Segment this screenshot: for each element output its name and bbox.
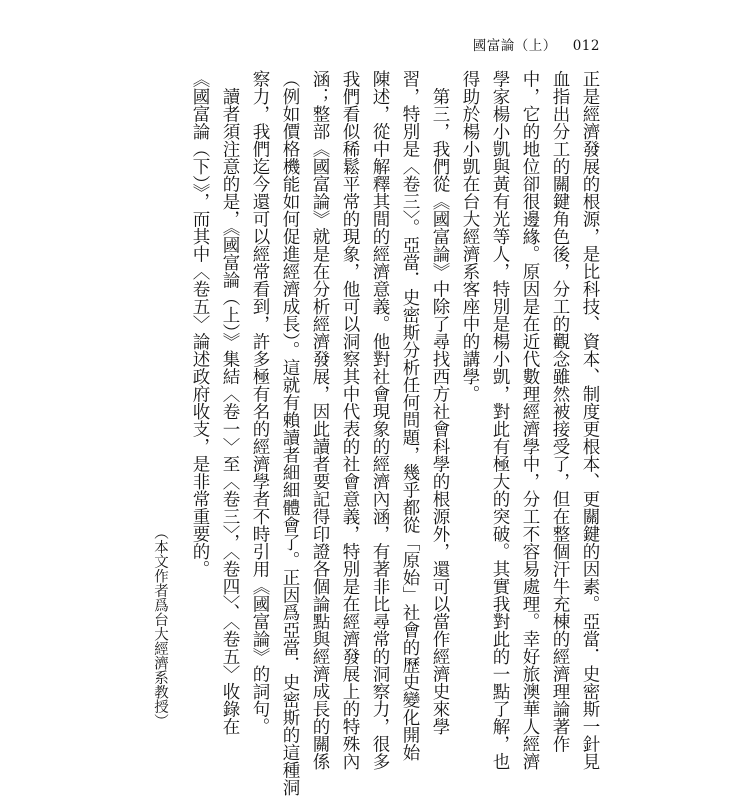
text-column: 涵；整部《國富論》就是在分析經濟發展，因此讀者要記得印證各個論點與經濟成長的關係 (310, 70, 330, 770)
author-attribution: （本文作者爲台大經濟系教授） (152, 525, 168, 728)
text-column: 習，特別是〈卷三〉。亞當．史密斯分析任何問題，幾乎都從「原始」社會的歷史變化開始 (400, 70, 420, 762)
page-header (250, 34, 600, 54)
page-number: 012 (572, 38, 600, 54)
text-column: 我們看似稀鬆平常的現象，他可以洞察其中代表的社會意義，特別是在經濟發展上的特殊內 (340, 70, 360, 770)
text-column: 學家楊小凱與黃有光等人，特別是楊小凱，對此有極大的突破。其實我對此的一點了解，也 (490, 70, 510, 770)
text-column: 察力，我們迄今還可以經常看到，許多極有名的經濟學者不時引用《國富論》的詞句。 (250, 70, 270, 735)
text-column: （例如價格機能如何促進經濟成長）。這就有賴讀者細細體會了。正因爲亞當．史密斯的這種洞 (280, 70, 300, 796)
text-column: 正是經濟發展的根源，是比科技、資本、制度更根本、更關鍵的因素。亞當．史密斯一針見 (580, 70, 600, 770)
book-title: 國富論（上） (472, 38, 557, 54)
text-column: 得助於楊小凱在台大經濟系客座中的講學。 (460, 70, 480, 403)
text-column: 陳述，從中解釋其間的經濟意義。他對社會現象的經濟內涵，有著非比尋常的洞察力，很多 (370, 70, 390, 770)
text-column-last: 《國富論（下）》，而其中〈卷五〉論述政府收支，是非常重要的。 (190, 70, 210, 578)
text-column: 血指出分工的關鍵角色後，分工的觀念雖然被接受了，但在整個汗牛充棟的經濟理論著作 (550, 70, 570, 753)
text-column: 讀者須注意的是，《國富論（上）》集結〈卷一〉至〈卷三〉，〈卷四〉、〈卷五〉收錄在 (220, 70, 240, 735)
text-column: 第三，我們從《國富論》中除了尋找西方社會科學的根源外，還可以當作經濟史來學 (430, 70, 450, 735)
text-column: 中，它的地位卻很邊緣。原因是在近代數理經濟學中，分工不容易處理。幸好旅澳華人經濟 (520, 70, 540, 770)
